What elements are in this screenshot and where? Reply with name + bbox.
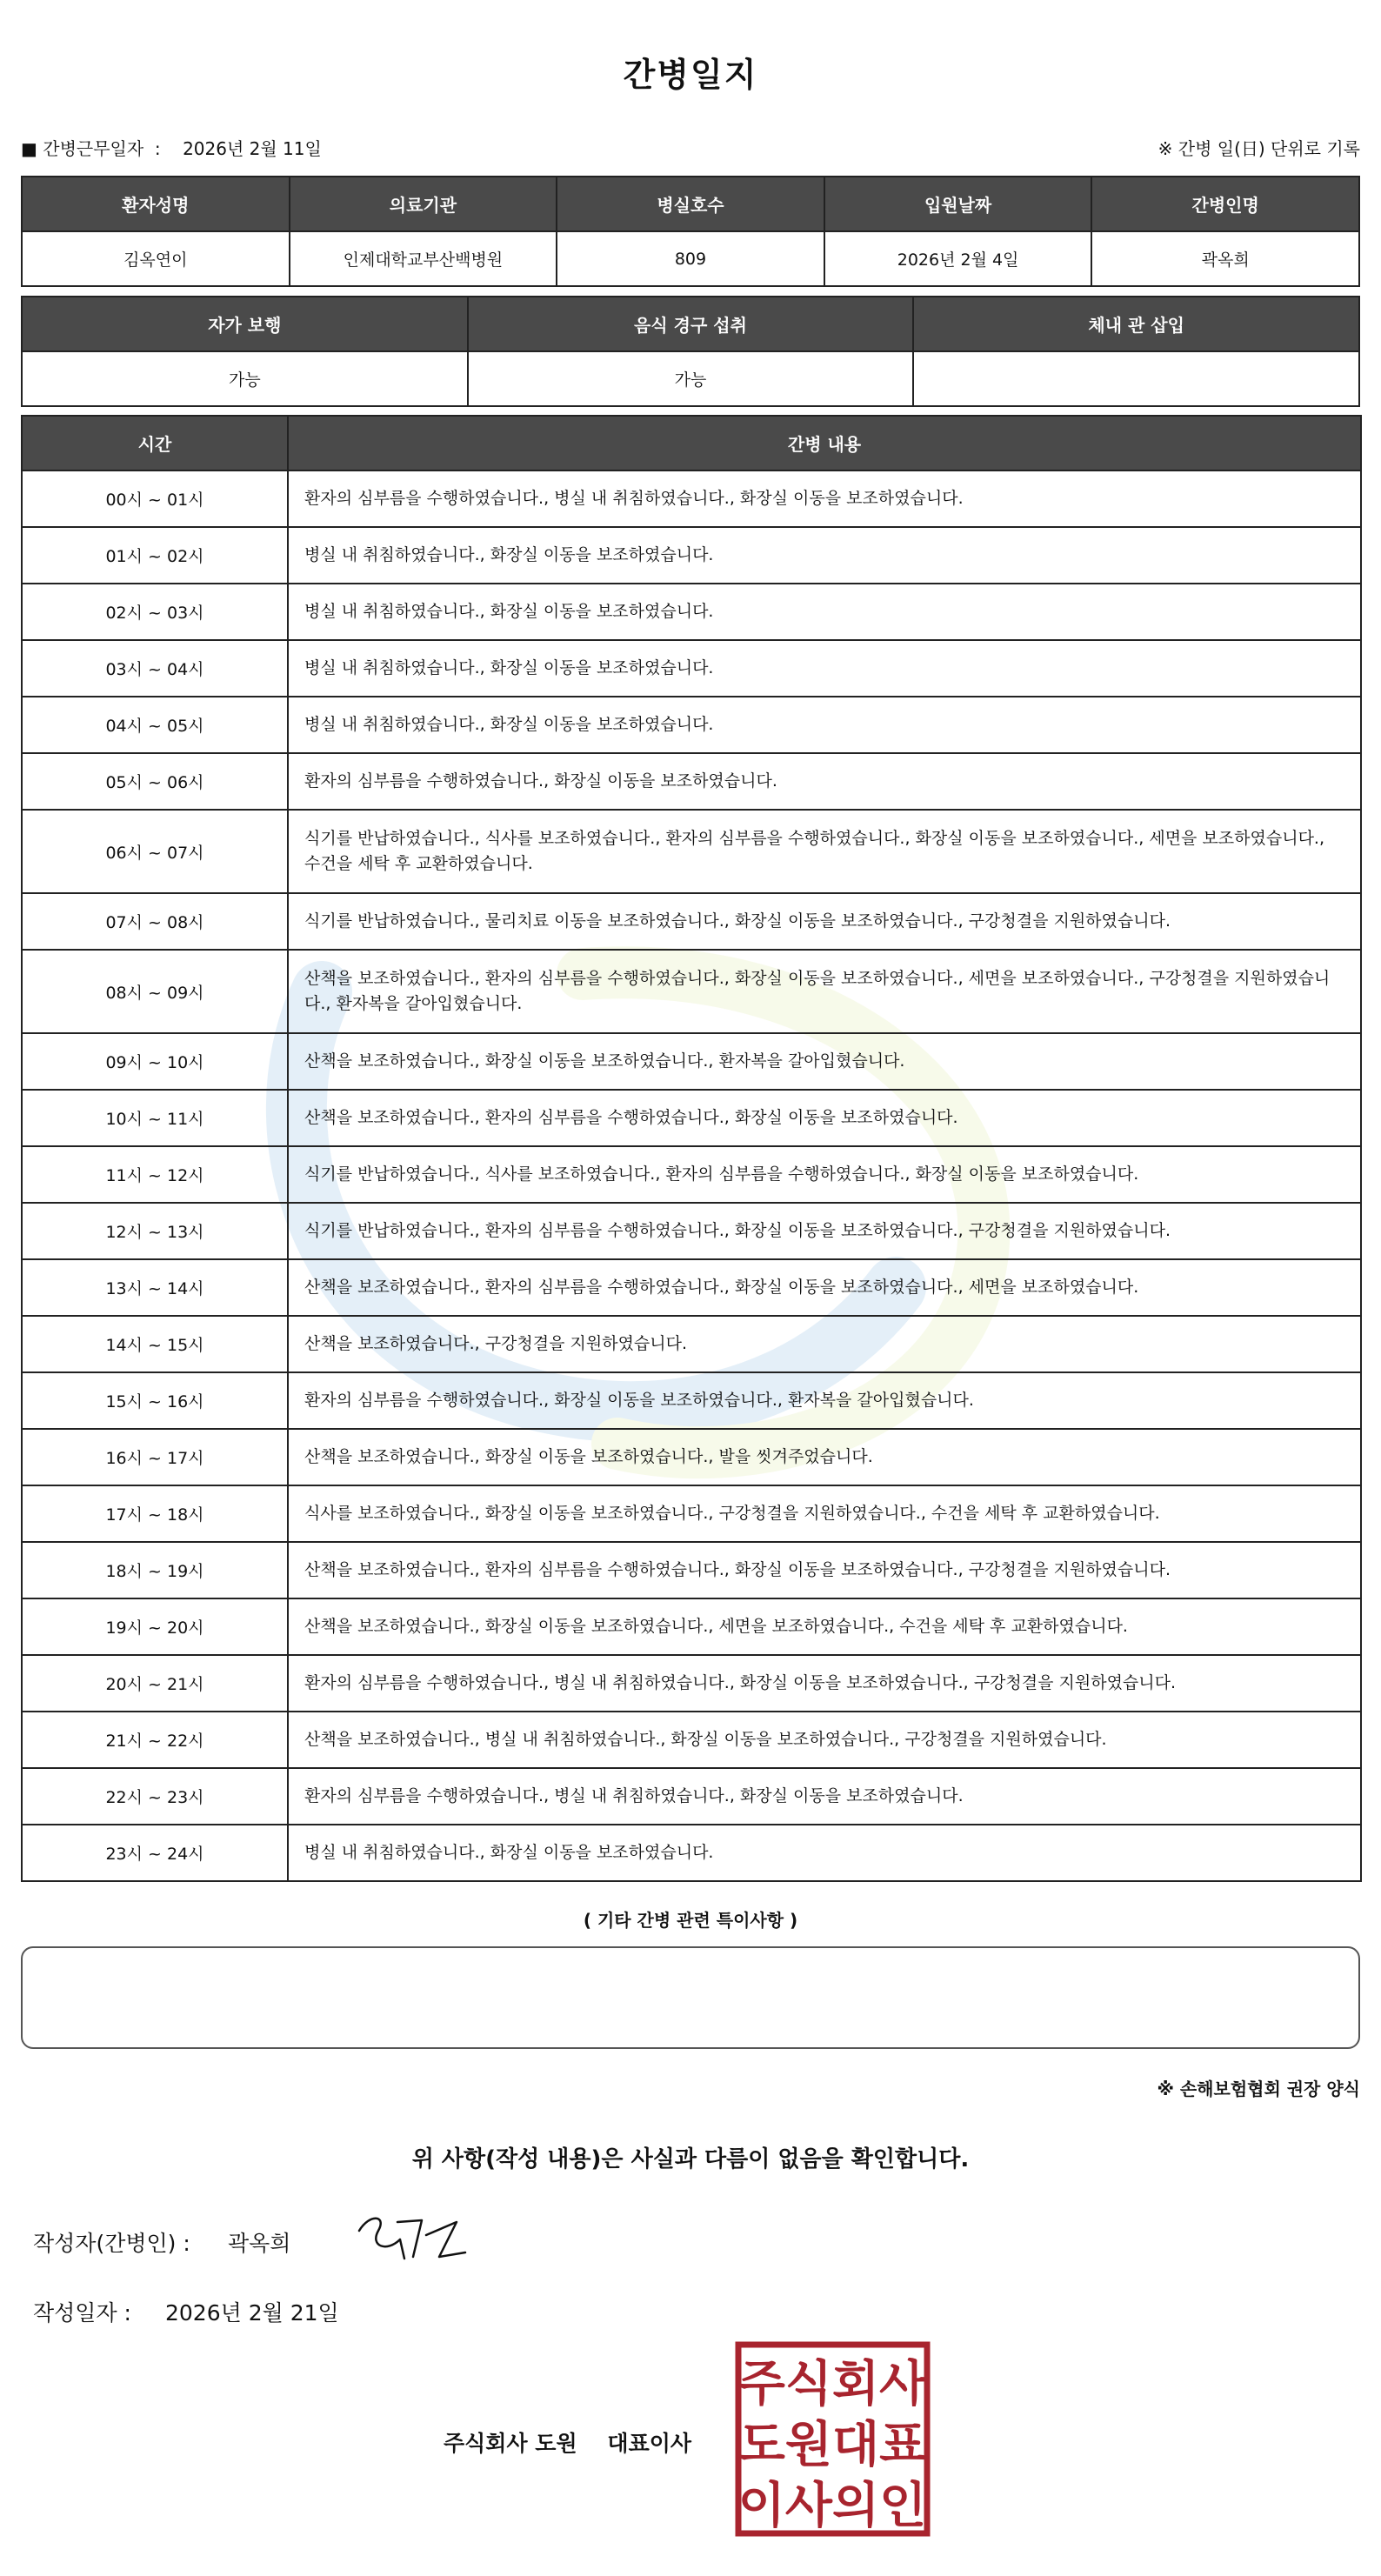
- work-date-group: [21, 135, 322, 160]
- log-row: [22, 1203, 1361, 1259]
- log-time: 23시 ~ 24시: [22, 1825, 288, 1881]
- ability-header-cell: 음식 경구 섭취: [468, 297, 914, 351]
- log-content: 병실 내 취침하였습니다., 화장실 이동을 보조하였습니다.: [288, 1825, 1361, 1881]
- log-content: 환자의 심부름을 수행하였습니다., 병실 내 취침하였습니다., 화장실 이동을 보조하였습니다.: [288, 470, 1361, 527]
- log-content: 식사를 보조하였습니다., 화장실 이동을 보조하였습니다., 구강청결을 지원하였습니다., 수건을 세탁 후 교환하였습니다.: [288, 1485, 1361, 1542]
- notes-title: ( 기타 간병 관련 특이사항 ): [583, 1910, 798, 1931]
- log-time: 21시 ~ 22시: [22, 1712, 288, 1768]
- caregiver-name: 곽옥희: [1091, 231, 1359, 286]
- log-row: [22, 1372, 1361, 1429]
- log-header-content: 간병 내용: [288, 416, 1361, 470]
- log-content: 식기를 반납하였습니다., 환자의 심부름을 수행하였습니다., 화장실 이동을 보조하였습니다., 구강청결을 지원하였습니다.: [288, 1203, 1361, 1259]
- company-representative: 주식회사 도원 대표이사: [444, 2431, 692, 2456]
- write-date-label: 작성일자 :: [33, 2300, 131, 2326]
- log-content: 식기를 반납하였습니다., 식사를 보조하였습니다., 환자의 심부름을 수행하였습니다., 화장실 이동을 보조하였습니다., 세면을 보조하였습니다., 수건을 세탁 후 교환하였습니다.: [288, 810, 1361, 893]
- patient-header-cell: 병실호수: [557, 177, 824, 231]
- patient-name: 김옥연이: [22, 231, 290, 286]
- ability-header-row: [22, 297, 1359, 351]
- log-body: [22, 470, 1361, 1881]
- log-row: [22, 1712, 1361, 1768]
- company-seal: [735, 2341, 931, 2537]
- patient-header-cell: 의료기관: [290, 177, 557, 231]
- care-log-table: [21, 415, 1362, 1882]
- log-row: [22, 810, 1361, 893]
- patient-header-row: [22, 177, 1359, 231]
- ability-header-cell: 자가 보행: [22, 297, 468, 351]
- log-row: [22, 640, 1361, 697]
- log-row: [22, 1655, 1361, 1712]
- log-row: [22, 1485, 1361, 1542]
- recommend-note: ※ 손해보험협회 권장 양식: [1157, 2079, 1360, 2099]
- log-time: 09시 ~ 10시: [22, 1033, 288, 1090]
- log-content: 환자의 심부름을 수행하였습니다., 병실 내 취침하였습니다., 화장실 이동을 보조하였습니다.: [288, 1768, 1361, 1825]
- svg-text:이사의인: 이사의인: [737, 2478, 927, 2534]
- tube-insertion-value: [913, 351, 1359, 406]
- log-row: [22, 1090, 1361, 1146]
- ability-header-cell: 체내 관 삽입: [913, 297, 1359, 351]
- patient-header-cell: 간병인명: [1091, 177, 1359, 231]
- svg-text:도원대표: 도원대표: [737, 2417, 927, 2473]
- log-content: 산책을 보조하였습니다., 환자의 심부름을 수행하였습니다., 화장실 이동을 보조하였습니다., 구강청결을 지원하였습니다.: [288, 1542, 1361, 1598]
- log-time: 01시 ~ 02시: [22, 527, 288, 584]
- log-row: [22, 697, 1361, 753]
- log-time: 10시 ~ 11시: [22, 1090, 288, 1146]
- notes-box: [21, 1946, 1360, 2049]
- unit-note: ※ 간병 일(日) 단위로 기록: [1158, 138, 1360, 159]
- log-content: 산책을 보조하였습니다., 화장실 이동을 보조하였습니다., 세면을 보조하였습니다., 수건을 세탁 후 교환하였습니다.: [288, 1598, 1361, 1655]
- log-content: 병실 내 취침하였습니다., 화장실 이동을 보조하였습니다.: [288, 527, 1361, 584]
- log-row: [22, 1429, 1361, 1485]
- log-time: 04시 ~ 05시: [22, 697, 288, 753]
- log-time: 06시 ~ 07시: [22, 810, 288, 893]
- ability-value-row: [22, 351, 1359, 406]
- log-row: [22, 1146, 1361, 1203]
- svg-text:주식회사: 주식회사: [737, 2356, 927, 2412]
- log-content: 산책을 보조하였습니다., 병실 내 취침하였습니다., 화장실 이동을 보조하였습니다., 구강청결을 지원하였습니다.: [288, 1712, 1361, 1768]
- log-row: [22, 1259, 1361, 1316]
- work-date-value: 2026년 2월 11일: [183, 138, 322, 159]
- log-header-time: 시간: [22, 416, 288, 470]
- log-content: 산책을 보조하였습니다., 환자의 심부름을 수행하였습니다., 화장실 이동을 보조하였습니다.: [288, 1090, 1361, 1146]
- log-time: 12시 ~ 13시: [22, 1203, 288, 1259]
- log-time: 18시 ~ 19시: [22, 1542, 288, 1598]
- work-date-line: [21, 135, 1360, 161]
- log-content: 병실 내 취침하였습니다., 화장실 이동을 보조하였습니다.: [288, 584, 1361, 640]
- log-time: 05시 ~ 06시: [22, 753, 288, 810]
- log-content: 산책을 보조하였습니다., 구강청결을 지원하였습니다.: [288, 1316, 1361, 1372]
- oral-intake-value: 가능: [468, 351, 914, 406]
- room-number: 809: [557, 231, 824, 286]
- log-row: [22, 1316, 1361, 1372]
- log-row: [22, 1542, 1361, 1598]
- log-time: 07시 ~ 08시: [22, 893, 288, 950]
- log-row: [22, 527, 1361, 584]
- log-time: 03시 ~ 04시: [22, 640, 288, 697]
- log-content: 병실 내 취침하였습니다., 화장실 이동을 보조하였습니다.: [288, 640, 1361, 697]
- work-date-label: ■ 간병근무일자 :: [21, 138, 161, 159]
- log-content: 산책을 보조하였습니다., 화장실 이동을 보조하였습니다., 발을 씻겨주었습니다.: [288, 1429, 1361, 1485]
- log-row: [22, 1825, 1361, 1881]
- log-time: 20시 ~ 21시: [22, 1655, 288, 1712]
- log-row: [22, 470, 1361, 527]
- log-row: [22, 1768, 1361, 1825]
- admission-date: 2026년 2월 4일: [824, 231, 1092, 286]
- writer-label: 작성자(간병인) :: [33, 2231, 190, 2256]
- log-content: 식기를 반납하였습니다., 물리치료 이동을 보조하였습니다., 화장실 이동을 보조하였습니다., 구강청결을 지원하였습니다.: [288, 893, 1361, 950]
- log-time: 11시 ~ 12시: [22, 1146, 288, 1203]
- ability-table: [21, 296, 1360, 407]
- patient-value-row: [22, 231, 1359, 286]
- log-row: [22, 584, 1361, 640]
- log-time: 16시 ~ 17시: [22, 1429, 288, 1485]
- log-row: [22, 893, 1361, 950]
- signature: [352, 2205, 474, 2274]
- log-content: 식기를 반납하였습니다., 식사를 보조하였습니다., 환자의 심부름을 수행하였습니다., 화장실 이동을 보조하였습니다.: [288, 1146, 1361, 1203]
- confirmation-statement: 위 사항(작성 내용)은 사실과 다름이 없음을 확인합니다.: [411, 2146, 970, 2172]
- log-time: 02시 ~ 03시: [22, 584, 288, 640]
- page-title: 간병일지: [623, 56, 758, 94]
- write-date: 2026년 2월 21일: [165, 2300, 339, 2326]
- writer-name: 곽옥희: [228, 2231, 291, 2256]
- log-content: 산책을 보조하였습니다., 환자의 심부름을 수행하였습니다., 화장실 이동을 보조하였습니다., 세면을 보조하였습니다.: [288, 1259, 1361, 1316]
- patient-header-cell: 입원날짜: [824, 177, 1092, 231]
- log-row: [22, 1598, 1361, 1655]
- log-time: 15시 ~ 16시: [22, 1372, 288, 1429]
- log-content: 환자의 심부름을 수행하였습니다., 화장실 이동을 보조하였습니다., 환자복을 갈아입혔습니다.: [288, 1372, 1361, 1429]
- patient-info-table: [21, 176, 1360, 287]
- hospital-name: 인제대학교부산백병원: [290, 231, 557, 286]
- log-time: 17시 ~ 18시: [22, 1485, 288, 1542]
- log-time: 08시 ~ 09시: [22, 950, 288, 1033]
- self-walking-value: 가능: [22, 351, 468, 406]
- log-row: [22, 753, 1361, 810]
- log-time: 22시 ~ 23시: [22, 1768, 288, 1825]
- patient-header-cell: 환자성명: [22, 177, 290, 231]
- log-time: 19시 ~ 20시: [22, 1598, 288, 1655]
- log-content: 산책을 보조하였습니다., 환자의 심부름을 수행하였습니다., 화장실 이동을 보조하였습니다., 세면을 보조하였습니다., 구강청결을 지원하였습니다., 환자복을 갈아입혔습니다.: [288, 950, 1361, 1033]
- log-content: 환자의 심부름을 수행하였습니다., 화장실 이동을 보조하였습니다.: [288, 753, 1361, 810]
- log-time: 00시 ~ 01시: [22, 470, 288, 527]
- log-time: 13시 ~ 14시: [22, 1259, 288, 1316]
- log-header-row: [22, 416, 1361, 470]
- log-content: 병실 내 취침하였습니다., 화장실 이동을 보조하였습니다.: [288, 697, 1361, 753]
- log-row: [22, 1033, 1361, 1090]
- log-row: [22, 950, 1361, 1033]
- log-content: 환자의 심부름을 수행하였습니다., 병실 내 취침하였습니다., 화장실 이동을 보조하였습니다., 구강청결을 지원하였습니다.: [288, 1655, 1361, 1712]
- log-time: 14시 ~ 15시: [22, 1316, 288, 1372]
- log-content: 산책을 보조하였습니다., 화장실 이동을 보조하였습니다., 환자복을 갈아입혔습니다.: [288, 1033, 1361, 1090]
